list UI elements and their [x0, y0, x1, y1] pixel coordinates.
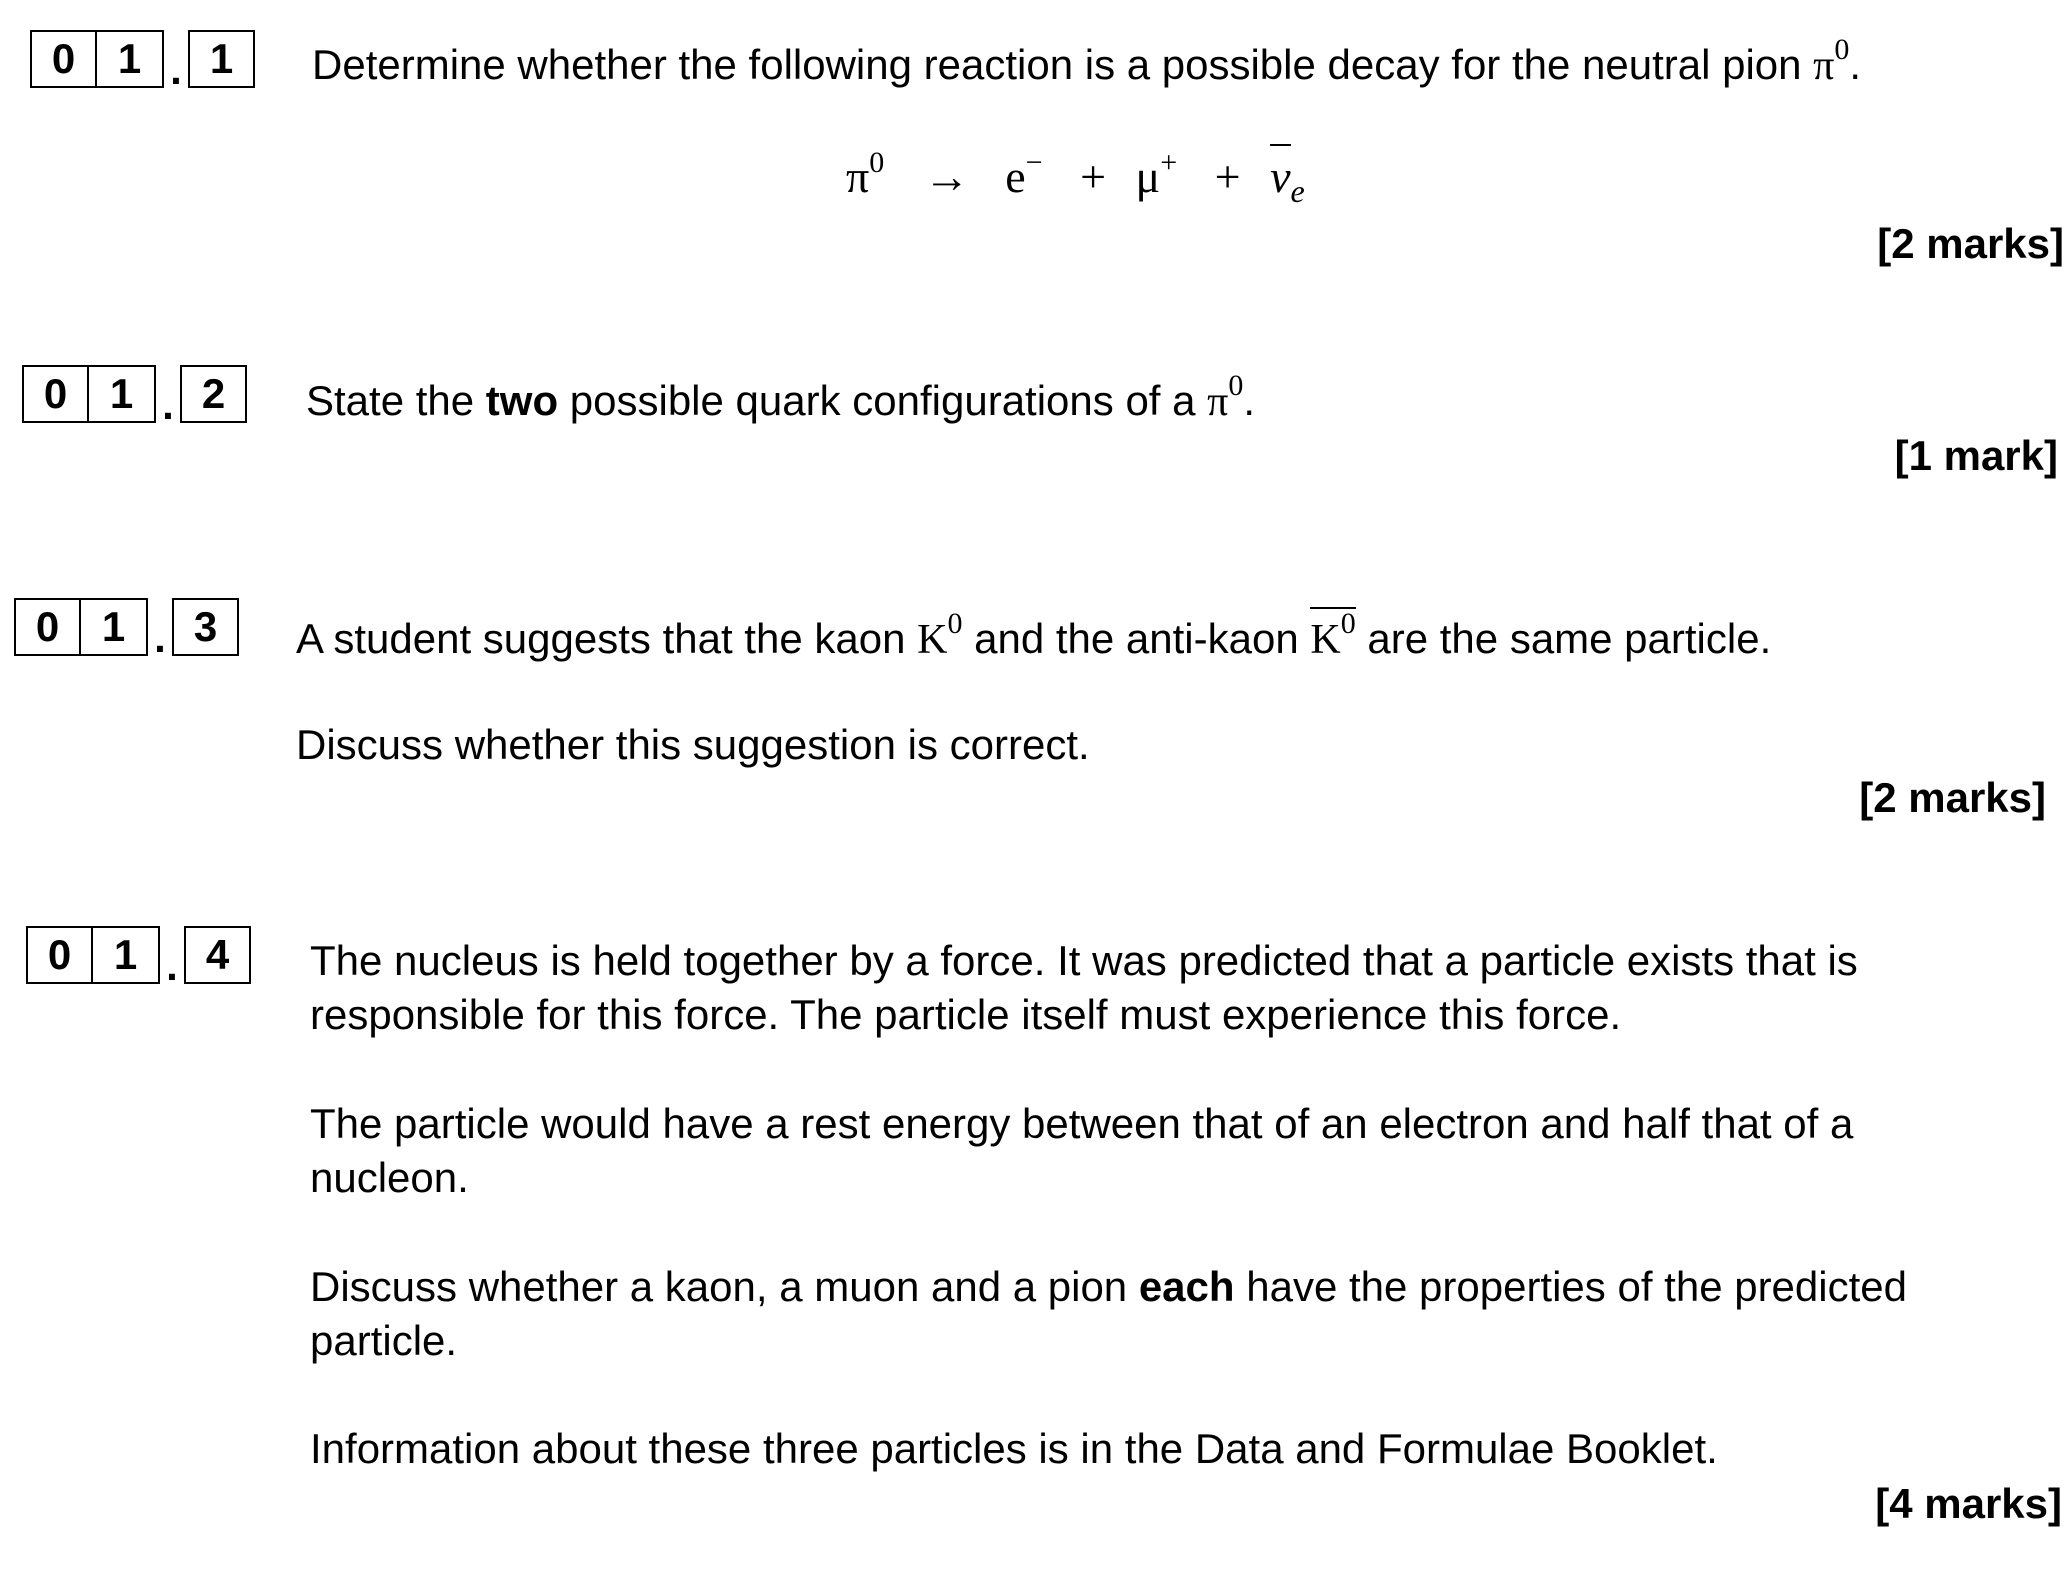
marks-01-2: [1 mark] — [1894, 432, 2058, 479]
question-text-01-4-p3-line2: particle. — [310, 1317, 458, 1364]
qnum-dot: . — [170, 46, 182, 93]
question-text-01-4-p3-line1: Discuss whether a kaon, a muon and a pion each have the properties of the predicted — [310, 1263, 1907, 1310]
qnum-digit: 1 — [97, 30, 164, 88]
qnum-digit: 0 — [22, 365, 89, 423]
qnum-digit: 0 — [30, 30, 97, 88]
qnum-digit: 1 — [188, 30, 255, 88]
qnum-digit: 1 — [81, 598, 148, 656]
question-text-01-3-line2: Discuss whether this suggestion is correct. — [296, 721, 1090, 768]
marks-01-1: [2 marks] — [1877, 220, 2064, 267]
question-text-01-4-p1-line1: The nucleus is held together by a force. It was predicted that a particle exists that is — [310, 937, 1858, 984]
decay-equation: $\pi^0 \to e^- + \mu^+ + \nu_e$ — [846, 146, 1305, 210]
question-text-01-4-p2-line1: The particle would have a rest energy between that of an electron and half that of a — [310, 1100, 1854, 1147]
question-number-01-3 — [14, 598, 239, 661]
question-text-01-4-p2-line2: nucleon. — [310, 1154, 469, 1201]
qnum-dot: . — [162, 381, 174, 428]
question-text-01-1: Determine whether the following reaction is a possible decay for the neutral pion $\pi^0$. — [312, 33, 1862, 89]
question-text-01-4-p4: Information about these three particles is in the Data and Formulae Booklet. — [310, 1425, 1718, 1472]
qnum-dot: . — [154, 614, 166, 661]
marks-01-3: [2 marks] — [1859, 774, 2046, 821]
question-number-01-2 — [22, 365, 247, 428]
qnum-digit: 1 — [93, 926, 160, 984]
qnum-digit: 1 — [89, 365, 156, 423]
question-text-01-2: State the two possible quark configurations of a $\pi^0$. — [306, 369, 1256, 425]
qnum-digit: 3 — [172, 598, 239, 656]
question-text-01-3: A student suggests that the kaon $K^0$ and the anti-kaon $K^0$ are the same particle. — [296, 612, 1771, 667]
qnum-dot: . — [166, 942, 178, 989]
marks-01-4: [4 marks] — [1875, 1480, 2062, 1527]
qnum-digit: 4 — [184, 926, 251, 984]
question-text-01-4-p1-line2: responsible for this force. The particle itself must experience this force. — [310, 991, 1622, 1038]
qnum-digit: 2 — [180, 365, 247, 423]
qnum-digit: 0 — [14, 598, 81, 656]
question-number-01-4 — [26, 926, 251, 989]
question-number-01-1 — [30, 30, 255, 93]
qnum-digit: 0 — [26, 926, 93, 984]
